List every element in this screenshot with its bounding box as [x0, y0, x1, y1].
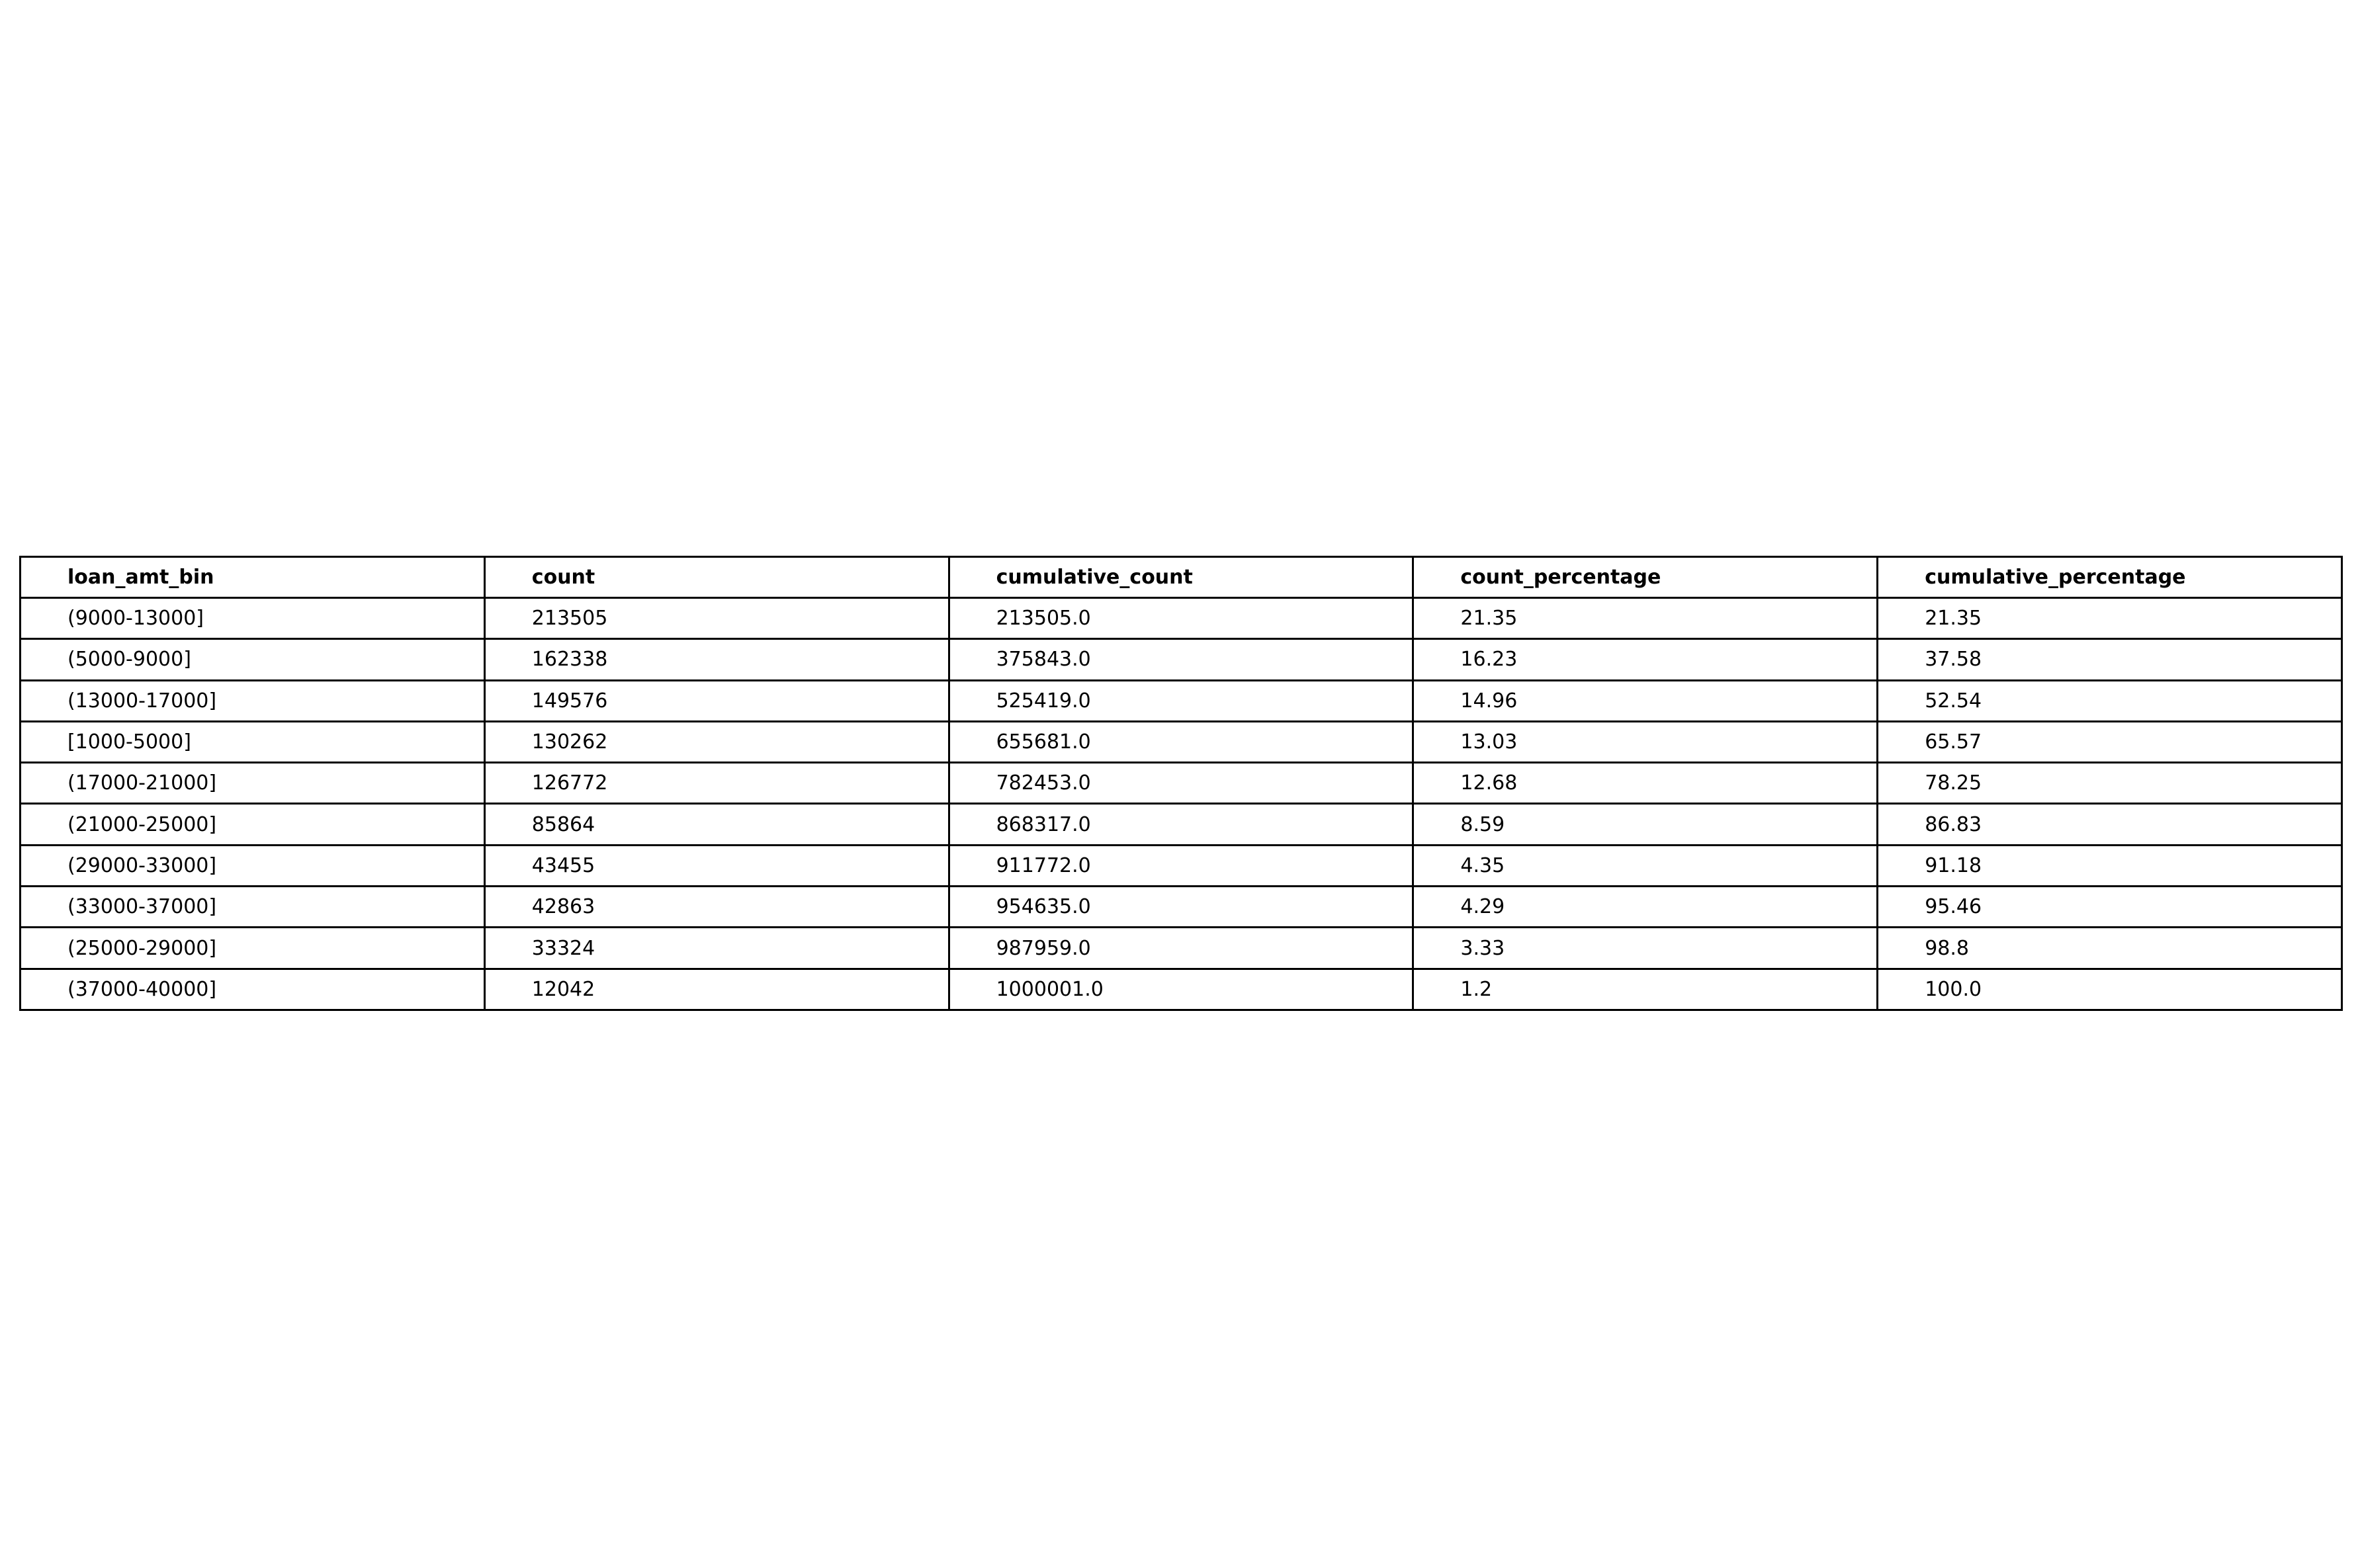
- cell-cumulative-percentage: 37.58: [1878, 639, 2342, 680]
- cell-count: 126772: [484, 763, 949, 804]
- cell-count-percentage: 12.68: [1413, 763, 1878, 804]
- table-row: [21, 845, 2342, 886]
- cell-loan-amt-bin: (29000-33000]: [21, 845, 485, 886]
- cell-count: 149576: [484, 680, 949, 721]
- cell-cumulative-count: 868317.0: [949, 804, 1413, 845]
- cell-loan-amt-bin: (37000-40000]: [21, 969, 485, 1010]
- table-body: [21, 598, 2342, 1010]
- cell-count-percentage: 4.35: [1413, 845, 1878, 886]
- table-row: [21, 887, 2342, 928]
- table-row: [21, 969, 2342, 1010]
- cell-cumulative-percentage: 86.83: [1878, 804, 2342, 845]
- cell-count: 42863: [484, 887, 949, 928]
- cell-cumulative-count: 655681.0: [949, 721, 1413, 762]
- cell-cumulative-percentage: 95.46: [1878, 887, 2342, 928]
- cell-cumulative-percentage: 98.8: [1878, 928, 2342, 969]
- cell-cumulative-count: 782453.0: [949, 763, 1413, 804]
- cell-cumulative-percentage: 100.0: [1878, 969, 2342, 1010]
- data-table-container: [19, 556, 2343, 1011]
- table-header: [21, 557, 2342, 598]
- cell-count: 213505: [484, 598, 949, 639]
- data-table: [19, 556, 2343, 1011]
- table-row: [21, 721, 2342, 762]
- header-cumulative-percentage: cumulative_percentage: [1878, 557, 2342, 598]
- table-row: [21, 680, 2342, 721]
- cell-loan-amt-bin: (33000-37000]: [21, 887, 485, 928]
- cell-cumulative-percentage: 21.35: [1878, 598, 2342, 639]
- cell-count-percentage: 4.29: [1413, 887, 1878, 928]
- cell-count-percentage: 16.23: [1413, 639, 1878, 680]
- cell-loan-amt-bin: (5000-9000]: [21, 639, 485, 680]
- cell-cumulative-percentage: 78.25: [1878, 763, 2342, 804]
- cell-count-percentage: 3.33: [1413, 928, 1878, 969]
- cell-count: 85864: [484, 804, 949, 845]
- cell-cumulative-count: 987959.0: [949, 928, 1413, 969]
- header-count-percentage: count_percentage: [1413, 557, 1878, 598]
- cell-count-percentage: 13.03: [1413, 721, 1878, 762]
- table-row: [21, 598, 2342, 639]
- table-row: [21, 639, 2342, 680]
- cell-cumulative-percentage: 52.54: [1878, 680, 2342, 721]
- cell-cumulative-count: 525419.0: [949, 680, 1413, 721]
- cell-cumulative-count: 1000001.0: [949, 969, 1413, 1010]
- table-row: [21, 928, 2342, 969]
- cell-count: 12042: [484, 969, 949, 1010]
- header-count: count: [484, 557, 949, 598]
- header-row: [21, 557, 2342, 598]
- header-loan-amt-bin: loan_amt_bin: [21, 557, 485, 598]
- cell-cumulative-count: 911772.0: [949, 845, 1413, 886]
- cell-cumulative-percentage: 91.18: [1878, 845, 2342, 886]
- cell-loan-amt-bin: (9000-13000]: [21, 598, 485, 639]
- cell-cumulative-count: 375843.0: [949, 639, 1413, 680]
- cell-cumulative-count: 954635.0: [949, 887, 1413, 928]
- cell-loan-amt-bin: (25000-29000]: [21, 928, 485, 969]
- cell-count: 130262: [484, 721, 949, 762]
- table-row: [21, 763, 2342, 804]
- cell-count-percentage: 14.96: [1413, 680, 1878, 721]
- cell-loan-amt-bin: (17000-21000]: [21, 763, 485, 804]
- cell-count: 162338: [484, 639, 949, 680]
- cell-loan-amt-bin: [1000-5000]: [21, 721, 485, 762]
- cell-loan-amt-bin: (21000-25000]: [21, 804, 485, 845]
- cell-count-percentage: 21.35: [1413, 598, 1878, 639]
- cell-count: 43455: [484, 845, 949, 886]
- cell-count-percentage: 8.59: [1413, 804, 1878, 845]
- cell-loan-amt-bin: (13000-17000]: [21, 680, 485, 721]
- table-row: [21, 804, 2342, 845]
- header-cumulative-count: cumulative_count: [949, 557, 1413, 598]
- cell-count: 33324: [484, 928, 949, 969]
- cell-cumulative-count: 213505.0: [949, 598, 1413, 639]
- cell-count-percentage: 1.2: [1413, 969, 1878, 1010]
- cell-cumulative-percentage: 65.57: [1878, 721, 2342, 762]
